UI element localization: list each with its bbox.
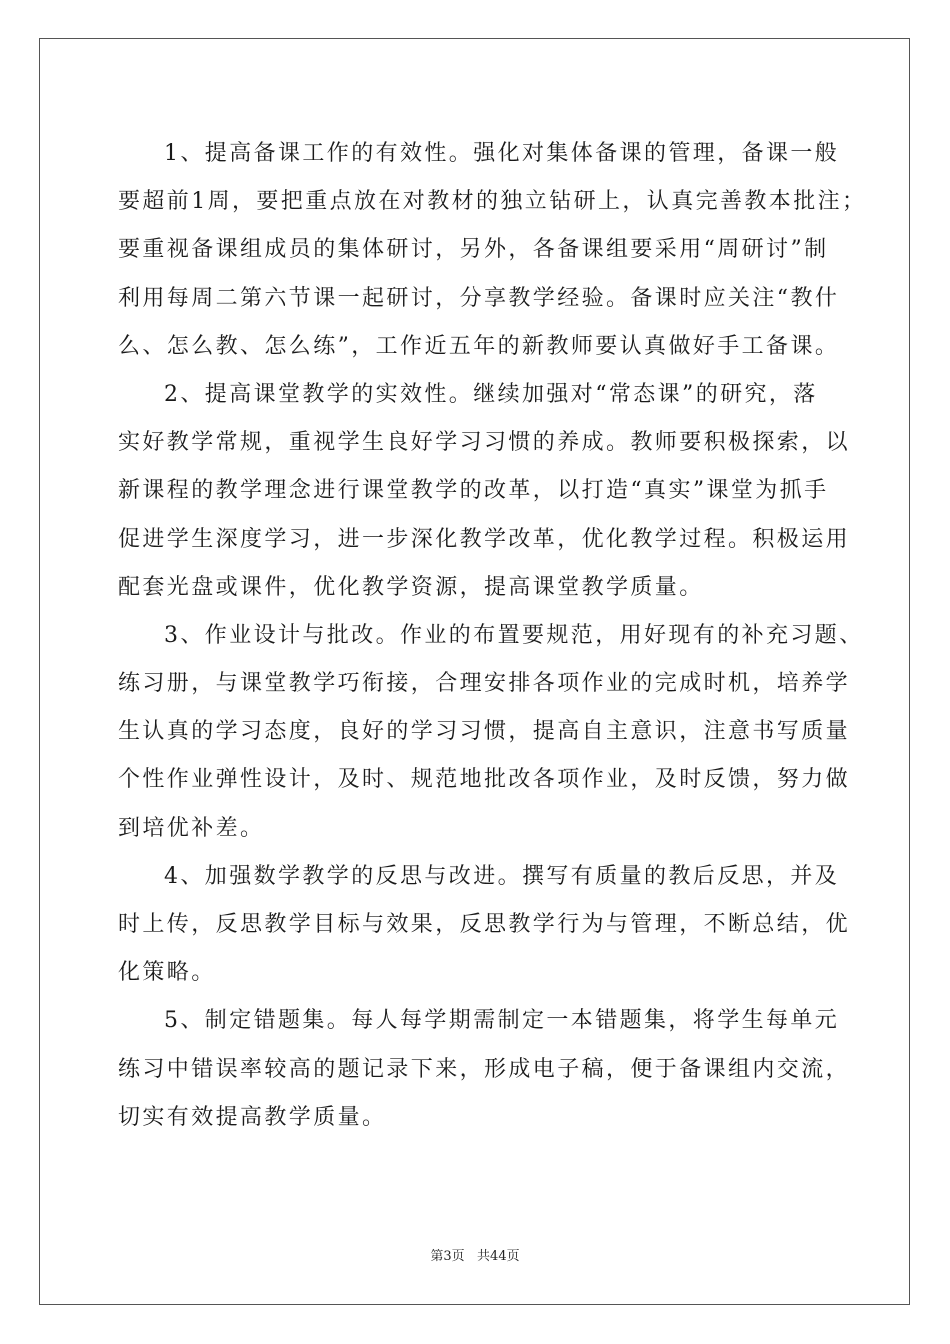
text-line: 1、提高备课工作的有效性。强化对集体备课的管理，备课一般 — [164, 141, 840, 166]
paragraph-1 — [118, 130, 867, 371]
text-line: 4、加强数学教学的反思与改进。撰写有质量的教后反思，并及 — [164, 863, 840, 889]
text-line: 利用每周二第六节课一起研讨，分享教学经验。备课时应关注“教什 — [118, 285, 840, 311]
text-line: 要超前1周，要把重点放在对教材的独立钻研上，认真完善教本批注； — [118, 189, 867, 215]
paragraph-2 — [118, 371, 851, 612]
text-line: 新课程的教学理念进行课堂教学的改革，以打造“真实”课堂为抓手 — [118, 478, 829, 504]
text-line: 到培优补差。 — [118, 815, 265, 841]
text-line: 时上传，反思教学目标与效果，反思教学行为与管理，不断总结，优 — [118, 912, 851, 937]
text-line: 3、作业设计与批改。作业的布置要规范，用好现有的补充习题、 — [164, 622, 864, 648]
text-line: 化策略。 — [118, 960, 216, 986]
text-line: 要重视备课组成员的集体研讨，另外，各备课组要采用“周研讨”制 — [118, 237, 829, 263]
text-line: 切实有效提高教学质量。 — [118, 1104, 387, 1130]
text-line: 实好教学常规，重视学生良好学习习惯的养成。教师要积极探索，以 — [118, 430, 851, 456]
page-number-footer: 第3页 共44页 — [430, 1249, 520, 1264]
paragraph-3 — [118, 612, 864, 853]
paragraph-5 — [118, 997, 851, 1142]
text-line: 个性作业弹性设计，及时、规范地批改各项作业，及时反馈，努力做 — [118, 767, 851, 793]
text-line: 练习册，与课堂教学巧衔接，合理安排各项作业的完成时机，培养学 — [118, 671, 851, 697]
text-line: 练习中错误率较高的题记录下来，形成电子稿，便于备课组内交流， — [118, 1056, 851, 1082]
text-line: 2、提高课堂教学的实效性。继续加强对“常态课”的研究，落 — [164, 381, 818, 407]
text-line: 生认真的学习态度，良好的学习习惯，提高自主意识，注意书写质量 — [118, 719, 851, 745]
text-line: 配套光盘或课件，优化教学资源，提高课堂教学质量。 — [118, 574, 704, 600]
text-line: 么、怎么教、怎么练”，工作近五年的新教师要认真做好手工备课。 — [118, 333, 840, 359]
document-body — [118, 130, 867, 1142]
text-line: 促进学生深度学习，进一步深化教学改革，优化教学过程。积极运用 — [118, 526, 851, 552]
paragraph-4 — [118, 853, 851, 998]
text-line: 5、制定错题集。每人每学期需制定一本错题集，将学生每单元 — [164, 1008, 840, 1034]
